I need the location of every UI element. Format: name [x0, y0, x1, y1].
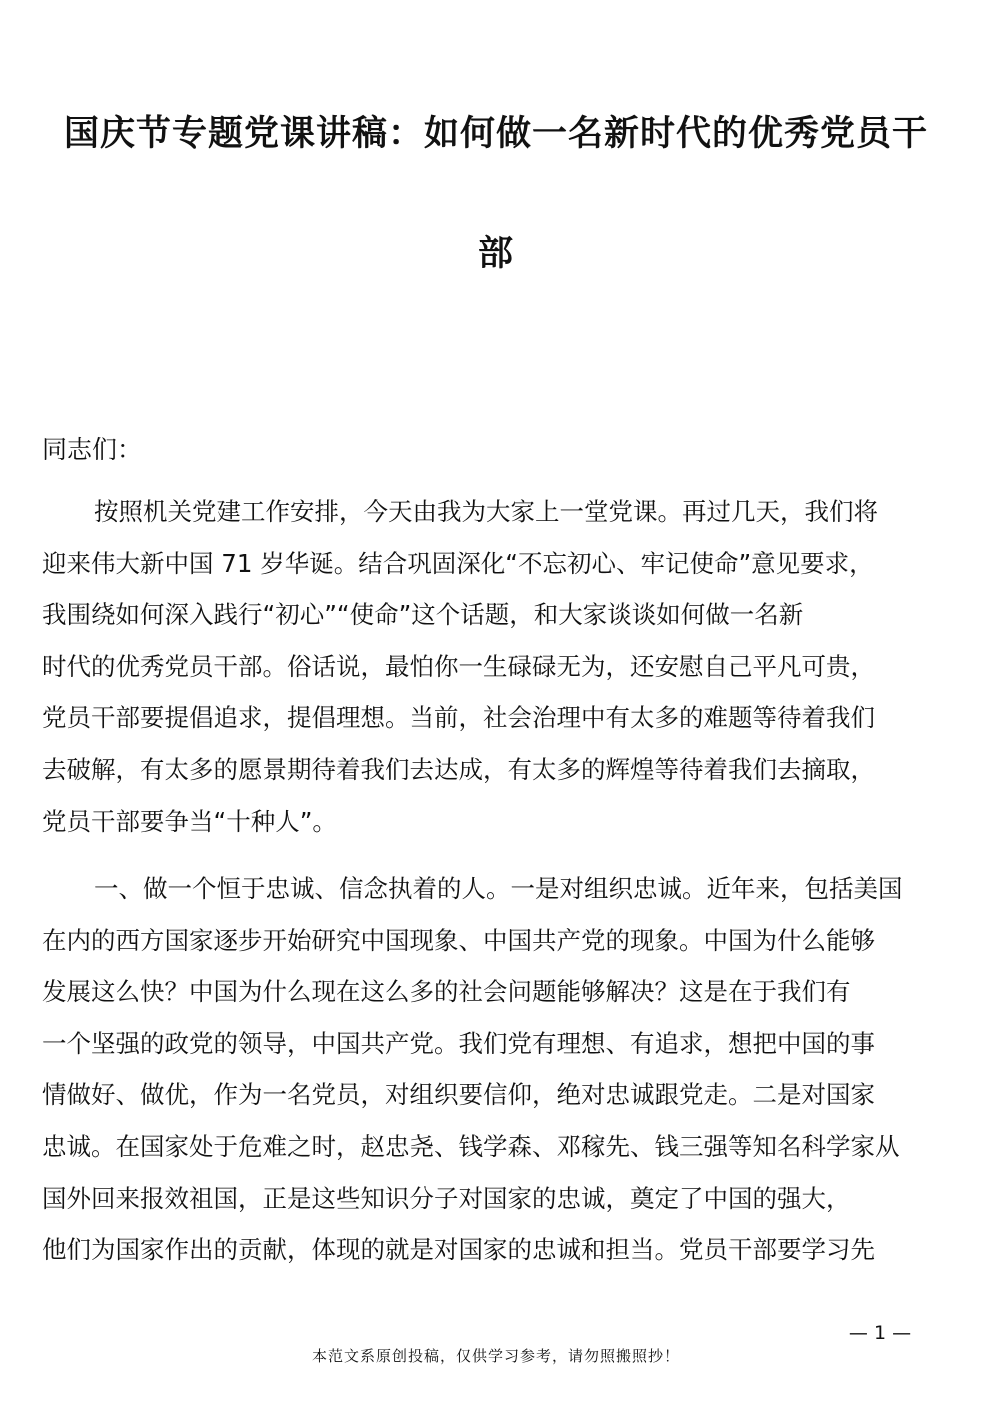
paragraph-line: 他们为国家作出的贡献，体现的就是对国家的忠诚和担当。党员干部要学习先 — [42, 1235, 875, 1265]
paragraph-2 — [42, 863, 954, 1276]
paragraph-line: 去破解，有太多的愿景期待着我们去达成，有太多的辉煌等待着我们去摘取， — [42, 754, 875, 784]
paragraph-line: 国外回来报效祖国，正是这些知识分子对国家的忠诚，奠定了中国的强大， — [42, 1183, 851, 1213]
paragraph-line: 忠诚。在国家处于危难之时，赵忠尧、钱学森、邓稼先、钱三强等知名科学家从 — [42, 1131, 900, 1161]
paragraph-line: 党员干部要争当“十种人”。 — [42, 806, 337, 836]
page-number: — 1 — — [848, 1322, 912, 1344]
paragraph-line: 一、做一个恒于忠诚、信念执着的人。一是对组织忠诚。近年来，包括美国 — [94, 874, 903, 903]
paragraph-line: 迎来伟大新中国 71 岁华诞。结合巩固深化“不忘初心、牢记使命”意见要求， — [42, 548, 874, 578]
document-title-line-2: 部 — [477, 233, 514, 274]
paragraph-line: 在内的西方国家逐步开始研究中国现象、中国共产党的现象。中国为什么能够 — [42, 925, 875, 955]
paragraph-line: 发展这么快？中国为什么现在这么多的社会问题能够解决？这是在于我们有 — [42, 977, 851, 1007]
footer-note: 本范文系原创投稿，仅供学习参考，请勿照搬照抄！ — [311, 1347, 680, 1365]
salutation: 同志们： — [42, 435, 143, 464]
paragraph-line: 我围绕如何深入践行“初心”“使命”这个话题，和大家谈谈如何做一名新 — [42, 600, 804, 630]
paragraph-line: 一个坚强的政党的领导，中国共产党。我们党有理想、有追求，想把中国的事 — [42, 1028, 875, 1058]
paragraph-line: 按照机关党建工作安排，今天由我为大家上一堂党课。再过几天，我们将 — [94, 497, 878, 526]
paragraph-line: 情做好、做优，作为一名党员，对组织要信仰，绝对忠诚跟党走。二是对国家 — [42, 1080, 875, 1110]
paragraph-1 — [42, 486, 954, 847]
paragraph-line: 党员干部要提倡追求，提倡理想。当前，社会治理中有太多的难题等待着我们 — [42, 703, 875, 733]
document-title-line-1: 国庆节专题党课讲稿：如何做一名新时代的优秀党员干 — [63, 113, 928, 154]
paragraph-line: 时代的优秀党员干部。俗话说，最怕你一生碌碌无为，还安慰自己平凡可贵， — [42, 651, 875, 681]
